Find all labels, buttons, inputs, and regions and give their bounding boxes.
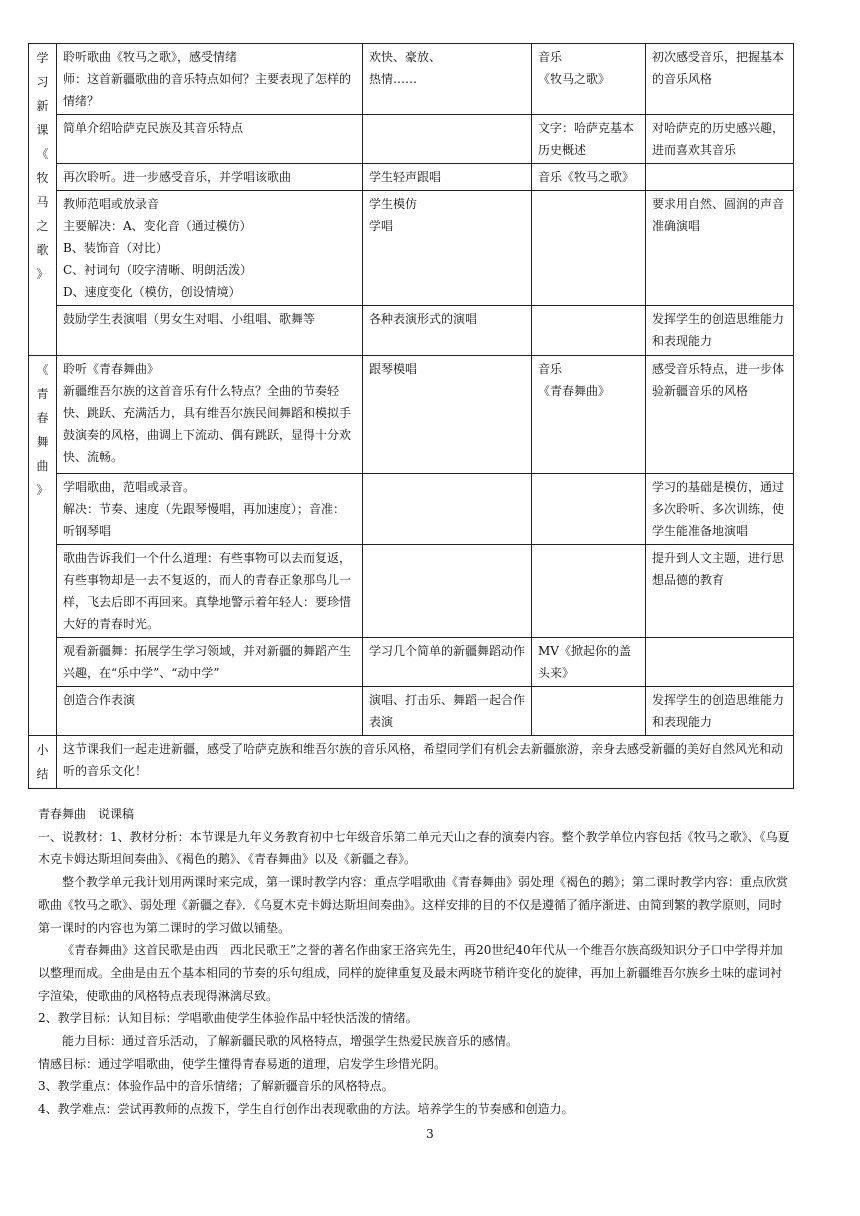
cell-text: 文字：哈萨克基本历史概述	[538, 121, 635, 157]
cell-content	[57, 44, 363, 115]
label-char: 青	[36, 387, 49, 401]
essay-paragraph-7: 3、教学重点：体验作品中的音乐情绪；了解新疆音乐的风格特点。	[38, 1079, 394, 1094]
table-row	[29, 638, 794, 687]
cell-text: 发挥学生的创造思维能力和表现能力	[652, 312, 785, 348]
cell-media	[532, 306, 646, 356]
label-char: 曲	[36, 459, 49, 473]
cell-student	[363, 306, 532, 356]
cell-text: 歌曲告诉我们一个什么道理：有些事物可以去而复返，有些事物却是一去不复返的，而人的青春正象那鸟儿一样，飞去后即不再回来。真挚地警示着年轻人：要珍惜大好的青春时光。	[63, 551, 352, 631]
essay-paragraph-2: 整个教学单元我计划用两课时来完成，第一课时教学内容：重点学唱歌曲《青春舞曲》弱处理《褐色的鹅》；第二课时教学内容：重点欣赏歌曲《牧马之歌》、弱处理《新疆之春》．《乌夏木克卡姆达斯坦间奏曲》。这样安排的目的不仅是遵循了循序渐进、由简到繁的教学原则，同时第一课时的内容也为第二课时的学习做以铺垫。	[38, 875, 789, 935]
cell-text: 再次聆听。进一步感受音乐，并学唱该歌曲	[63, 170, 292, 184]
section1-label	[29, 44, 57, 356]
cell-content	[57, 474, 363, 545]
label-char: 结	[36, 767, 49, 781]
cell-text: 鼓励学生表演唱（男女生对唱、小组唱、歌舞等	[63, 312, 316, 326]
cell-intent	[646, 164, 794, 191]
cell-text: 创造合作表演	[63, 693, 136, 707]
cell-student	[363, 191, 532, 306]
cell-text: 音乐	[538, 362, 563, 376]
cell-content	[57, 638, 363, 687]
cell-text: 要求用自然、圆润的声音准确演唱	[652, 197, 785, 233]
label-char: 》	[36, 267, 49, 281]
cell-text: 聆听歌曲《牧马之歌》，感受情绪	[63, 50, 238, 64]
label-char: 马	[36, 195, 49, 209]
cell-media	[532, 191, 646, 306]
cell-text: 学唱	[369, 219, 394, 233]
table-row	[29, 474, 794, 545]
cell-media	[532, 545, 646, 638]
cell-text: 《青春舞曲》	[538, 384, 611, 398]
cell-text: 发挥学生的创造思维能力和表现能力	[652, 693, 785, 729]
table-row	[29, 306, 794, 356]
cell-intent	[646, 191, 794, 306]
cell-student	[363, 44, 532, 115]
cell-student	[363, 638, 532, 687]
cell-media	[532, 638, 646, 687]
label-char: 新	[36, 99, 49, 113]
cell-content	[57, 545, 363, 638]
table-row	[29, 44, 794, 115]
cell-text: 音乐《牧马之歌》	[538, 170, 635, 184]
label-char: 课	[36, 123, 49, 137]
cell-text: 学习几个简单的新疆舞蹈动作	[369, 644, 526, 658]
cell-student	[363, 687, 532, 736]
cell-text: 欢快、豪放、	[369, 50, 442, 64]
cell-text: B、装饰音（对比）	[63, 241, 168, 255]
cell-intent	[646, 115, 794, 164]
label-char: 学	[36, 51, 49, 65]
label-char: 》	[36, 483, 49, 497]
cell-text: 简单介绍哈萨克民族及其音乐特点	[63, 121, 244, 135]
label-char: 小	[36, 743, 49, 757]
cell-text: 师：这首新疆歌曲的音乐特点如何？主要表现了怎样的情绪？	[63, 72, 352, 108]
cell-content	[57, 356, 363, 474]
cell-media	[532, 44, 646, 115]
essay-paragraph-3: 《青春舞曲》这首民歌是由西 西北民歌王”之誉的著名作曲家王洛宾先生，再20世纪40年代从一个维吾尔族高级知识分子口中学得并加以整理而成。全曲是由五个基本相同的节奏的乐句组成，同样的旋律重复及最末两晓节稍许变化的旋律，再加上新疆维吾尔族乡土味的虚词衬字渲染，使歌曲的风格特点表现得淋漓尽致。	[38, 943, 783, 1003]
label-char: 《	[36, 363, 49, 377]
lesson-plan-table	[28, 43, 794, 789]
cell-text: 观看新疆舞：拓展学生学习领域，并对新疆的舞蹈产生兴趣，在“乐中学”、“动中学”	[63, 644, 352, 680]
essay-paragraph-8: 4、教学难点：尝试再教师的点拨下，学生自行创作出表现歌曲的方法。培养学生的节奏感和创造力。	[38, 1102, 574, 1117]
cell-text: 热情……	[369, 72, 418, 86]
cell-content	[57, 687, 363, 736]
label-char: 之	[36, 219, 49, 233]
cell-student	[363, 115, 532, 164]
cell-student	[363, 545, 532, 638]
cell-text: 初次感受音乐，把握基本的音乐风格	[652, 50, 785, 86]
cell-text: 学唱歌曲，范唱或录音。	[63, 480, 196, 494]
cell-text: MV《掀起你的盖头来》	[538, 644, 631, 680]
cell-intent	[646, 356, 794, 474]
page-number: 3	[426, 1127, 434, 1141]
cell-text: 《牧马之歌》	[538, 72, 611, 86]
label-char: 春	[36, 411, 49, 425]
lecture-essay	[38, 803, 790, 1121]
cell-content	[57, 306, 363, 356]
cell-media	[532, 115, 646, 164]
cell-text: 主要解决：A、变化音（通过模仿）	[63, 219, 252, 233]
cell-text: 提升到人文主题，进行思想品德的教育	[652, 551, 785, 587]
table-row	[29, 191, 794, 306]
cell-text: C、衬词句（咬字清晰、明朗活泼）	[63, 263, 253, 277]
cell-media	[532, 687, 646, 736]
cell-media	[532, 356, 646, 474]
cell-text: 解决：节奏、速度（先跟琴慢唱，再加速度）；音准：听钢琴唱	[63, 502, 346, 538]
table-row	[29, 687, 794, 736]
essay-paragraph-1: 一、说教材：1、教材分析：本节课是九年义务教育初中七年级音乐第二单元天山之春的演奏内容。整个教学单位内容包括《牧马之歌》、《乌夏木克卡姆达斯坦间奏曲》、《褐色的鹅》、《青春舞曲》以及《新疆之春》。	[38, 829, 790, 867]
cell-intent	[646, 687, 794, 736]
cell-student	[363, 164, 532, 191]
label-char: 《	[36, 147, 49, 161]
table-row	[29, 545, 794, 638]
cell-content	[57, 191, 363, 306]
cell-text: 跟琴模唱	[369, 362, 418, 376]
section2-label	[29, 356, 57, 736]
cell-intent	[646, 306, 794, 356]
cell-student	[363, 474, 532, 545]
cell-text: 感受音乐特点，进一步体验新疆音乐的风格	[652, 362, 785, 398]
cell-student	[363, 356, 532, 474]
cell-media	[532, 474, 646, 545]
cell-text: 对哈萨克的历史感兴趣，进而喜欢其音乐	[652, 121, 785, 157]
cell-text: 教师范唱或放录音	[63, 197, 160, 211]
cell-intent	[646, 44, 794, 115]
essay-paragraph-5: 能力目标：通过音乐活动，了解新疆民歌的风格特点，增强学生热爱民族音乐的感情。	[62, 1034, 519, 1049]
cell-intent	[646, 638, 794, 687]
essay-paragraph-6: 情感目标：通过学唱歌曲，使学生懂得青春易逝的道理，启发学生珍惜光阴。	[38, 1056, 447, 1071]
cell-content	[57, 164, 363, 191]
label-char: 歌	[36, 243, 49, 257]
cell-intent	[646, 474, 794, 545]
table-row	[29, 164, 794, 191]
label-char: 习	[36, 75, 49, 89]
cell-content	[57, 115, 363, 164]
cell-text: 聆听《青春舞曲》	[63, 362, 160, 376]
label-char: 舞	[36, 435, 49, 449]
essay-paragraph-4: 2、教学目标：认知目标：学唱歌曲使学生体验作品中轻快活泼的情绪。	[38, 1011, 418, 1026]
cell-text: 学习的基础是模仿，通过多次聆听、多次训练，使学生能准备地演唱	[652, 480, 785, 538]
summary-label	[29, 736, 57, 789]
cell-media	[532, 164, 646, 191]
table-row	[29, 115, 794, 164]
cell-text: 演唱、打击乐、舞蹈一起合作表演	[369, 693, 526, 729]
cell-text: 新疆维吾尔族的这首音乐有什么特点？全曲的节奏轻快、跳跃、充满活力，具有维吾尔族民间舞蹈和模拟手鼓演奏的风格，曲调上下流动、偶有跳跃，显得十分欢快、流畅。	[63, 384, 352, 464]
cell-intent	[646, 545, 794, 638]
cell-text: 各种表演形式的演唱	[369, 312, 478, 326]
label-char: 牧	[36, 171, 49, 185]
summary-text: 这节课我们一起走进新疆，感受了哈萨克族和维吾尔族的音乐风格，希望同学们有机会去新疆旅游，亲身去感受新疆的美好自然风光和动听的音乐文化！	[57, 736, 794, 789]
cell-text: 音乐	[538, 50, 563, 64]
cell-text: 学生模仿	[369, 197, 418, 211]
cell-text: 学生轻声跟唱	[369, 170, 442, 184]
cell-text: D、速度变化（模仿，创设情境）	[63, 285, 241, 299]
table-row	[29, 356, 794, 474]
essay-title: 青春舞曲 说课稿	[38, 807, 135, 821]
summary-row	[29, 736, 794, 789]
